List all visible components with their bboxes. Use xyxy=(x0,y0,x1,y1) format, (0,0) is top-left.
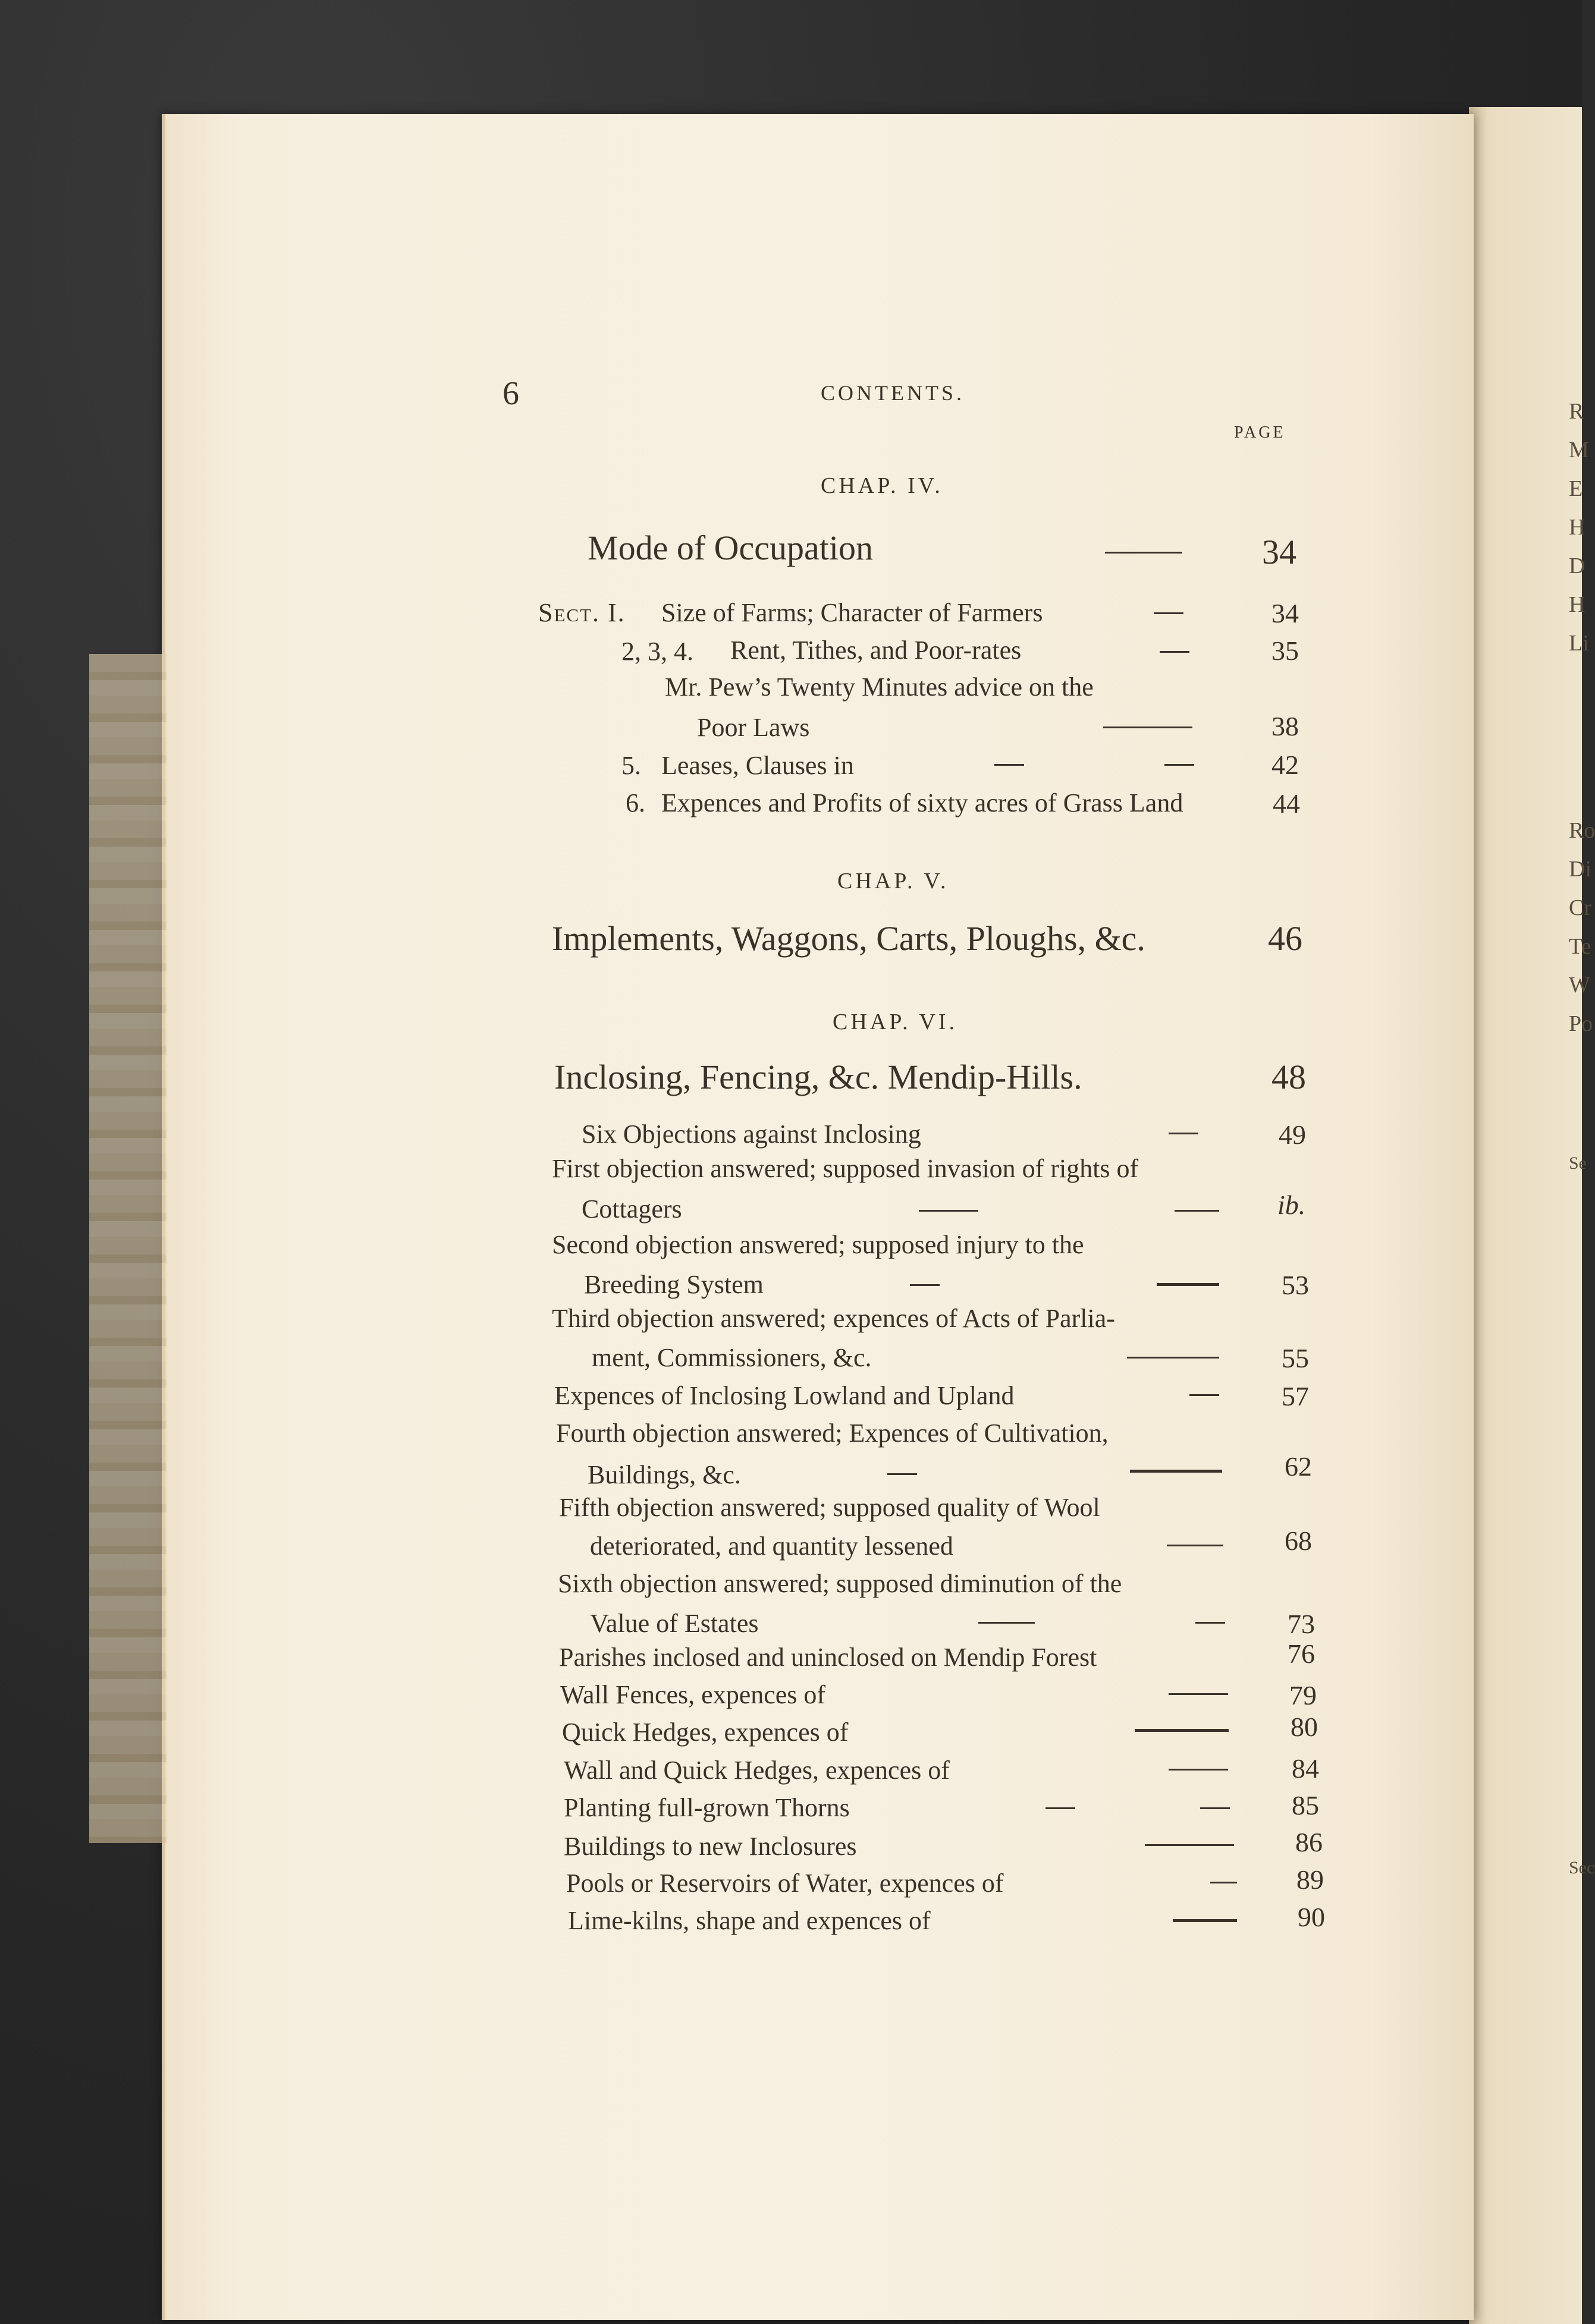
toc-entry-number: 5. xyxy=(621,751,641,780)
facing-page-fragment: Sec xyxy=(1569,1858,1595,1878)
chapter-title: Implements, Waggons, Carts, Ploughs, &c. xyxy=(552,919,1145,958)
leader-dash xyxy=(1164,764,1194,766)
chapter-heading: CHAP. VI. xyxy=(833,1010,958,1034)
toc-entry: Fourth objection answered; Expences of Cultivation, xyxy=(556,1419,1109,1448)
toc-entry: Second objection answered; supposed injury to the xyxy=(552,1230,1084,1259)
facing-page-fragment: Li xyxy=(1569,631,1589,656)
leader-dash xyxy=(1045,1807,1075,1809)
running-head: CONTENTS. xyxy=(821,381,965,405)
leader-dash xyxy=(1175,1210,1219,1212)
toc-page-ref: 34 xyxy=(1271,598,1299,628)
facing-page-fragment: Cr xyxy=(1569,895,1591,920)
page-edge-wear xyxy=(89,654,167,1843)
facing-page-fragment: Te xyxy=(1569,934,1591,959)
toc-page-ref: 38 xyxy=(1271,711,1299,741)
toc-page-ref: 89 xyxy=(1296,1864,1324,1895)
toc-page-ref: 76 xyxy=(1288,1639,1315,1669)
leader-dash xyxy=(1160,651,1189,653)
toc-page-ref: 55 xyxy=(1282,1343,1309,1373)
toc-entry-continued: Buildings, &c. xyxy=(588,1460,741,1489)
facing-page xyxy=(1469,107,1582,2324)
leader-dash xyxy=(1169,1693,1228,1695)
leader-dash xyxy=(1145,1844,1234,1846)
chapter-page-ref: 46 xyxy=(1268,919,1302,958)
toc-entry-number: 6. xyxy=(626,788,645,817)
toc-page-ref: ib. xyxy=(1277,1190,1306,1220)
toc-entry-continued: Breeding System xyxy=(584,1270,764,1299)
leader-dash xyxy=(1157,1283,1219,1286)
toc-page-ref: 85 xyxy=(1292,1790,1319,1820)
toc-entry: Lime-kilns, shape and expences of xyxy=(568,1906,931,1935)
facing-page-fragment: H xyxy=(1569,515,1585,540)
leader-dash xyxy=(1173,1919,1237,1922)
leader-dash xyxy=(1195,1622,1225,1624)
toc-entry: Leases, Clauses in xyxy=(661,751,854,780)
leader-dash xyxy=(1169,1769,1228,1770)
facing-page-fragment: Ro xyxy=(1569,818,1595,843)
facing-page-fragment: Di xyxy=(1569,857,1591,882)
chapter-page-ref: 34 xyxy=(1262,533,1296,571)
toc-page-ref: 79 xyxy=(1289,1680,1317,1710)
facing-page-fragment: H xyxy=(1569,592,1585,617)
leader-dash xyxy=(910,1284,940,1286)
toc-entry-continued: Cottagers xyxy=(582,1194,682,1224)
toc-page-ref: 73 xyxy=(1288,1609,1315,1639)
leader-dash xyxy=(1130,1470,1222,1473)
leader-dash xyxy=(1200,1807,1230,1809)
toc-page-ref: 57 xyxy=(1282,1381,1309,1411)
toc-entry-continued: deteriorated, and quantity lessened xyxy=(590,1531,953,1561)
toc-entry: Planting full-grown Thorns xyxy=(564,1793,850,1822)
facing-page-fragment: Se xyxy=(1569,1153,1587,1173)
toc-page-ref: 35 xyxy=(1271,636,1299,666)
leader-dash xyxy=(1103,727,1192,728)
chapter-title: Mode of Occupation xyxy=(588,529,873,567)
leader-dash xyxy=(887,1473,917,1475)
page-number: 6 xyxy=(503,375,519,412)
chapter-title: Inclosing, Fencing, &c. Mendip-Hills. xyxy=(554,1058,1082,1096)
toc-entry: Quick Hedges, expences of xyxy=(562,1718,849,1747)
leader-dash xyxy=(1135,1729,1229,1732)
toc-page-ref: 80 xyxy=(1291,1712,1318,1742)
leader-dash xyxy=(1210,1882,1237,1883)
toc-entry: First objection answered; supposed invasion of rights of xyxy=(552,1154,1139,1183)
section-label: Sect. I. xyxy=(538,598,626,627)
toc-entry: Parishes inclosed and uninclosed on Mendip Forest xyxy=(559,1643,1097,1672)
leader-dash xyxy=(1167,1545,1223,1546)
toc-page-ref: 42 xyxy=(1271,750,1299,780)
toc-entry: Sixth objection answered; supposed diminution of the xyxy=(558,1569,1122,1598)
toc-entry-continued: Value of Estates xyxy=(590,1609,759,1638)
toc-page-ref: 68 xyxy=(1285,1526,1312,1556)
toc-page-ref: 86 xyxy=(1295,1827,1323,1857)
toc-entry: Six Objections against Inclosing xyxy=(582,1119,921,1149)
toc-entry-continued: Poor Laws xyxy=(697,713,810,742)
facing-page-fragment: D xyxy=(1569,554,1585,578)
toc-entry: Expences of Inclosing Lowland and Upland xyxy=(554,1381,1015,1410)
toc-entry: Buildings to new Inclosures xyxy=(564,1832,857,1861)
toc-entry: Expences and Profits of sixty acres of Grass Land xyxy=(661,788,1183,817)
chapter-page-ref: 48 xyxy=(1271,1058,1306,1096)
leader-dash xyxy=(1154,612,1183,614)
facing-page-fragment: Po xyxy=(1569,1011,1593,1036)
toc-entry: Size of Farms; Character of Farmers xyxy=(661,598,1043,627)
toc-entry: Wall and Quick Hedges, expences of xyxy=(564,1756,950,1785)
facing-page-fragment: E xyxy=(1569,476,1583,501)
leader-dash xyxy=(1105,552,1182,554)
toc-page-ref: 53 xyxy=(1282,1270,1309,1300)
toc-entry: Mr. Pew’s Twenty Minutes advice on the xyxy=(665,672,1094,702)
toc-entry: Pools or Reservoirs of Water, expences of xyxy=(566,1869,1004,1898)
toc-entry: Rent, Tithes, and Poor-rates xyxy=(730,636,1022,665)
chapter-heading: CHAP. V. xyxy=(837,869,949,894)
toc-entry: Third objection answered; expences of Acts of Parlia- xyxy=(552,1304,1115,1333)
facing-page-fragment: W xyxy=(1569,973,1590,998)
toc-page-ref: 44 xyxy=(1273,788,1300,819)
leader-dash xyxy=(994,764,1024,766)
page-column-label: PAGE xyxy=(1234,423,1286,442)
chapter-heading: CHAP. IV. xyxy=(821,473,943,498)
toc-page-ref: 49 xyxy=(1279,1119,1306,1150)
toc-entry: Wall Fences, expences of xyxy=(560,1680,826,1709)
toc-entry-continued: ment, Commissioners, &c. xyxy=(592,1343,872,1372)
toc-entry: Fifth objection answered; supposed quality of Wool xyxy=(559,1493,1100,1522)
leader-dash xyxy=(1189,1394,1219,1396)
toc-page-ref: 84 xyxy=(1292,1753,1319,1784)
leader-dash xyxy=(1127,1357,1219,1358)
facing-page-fragment: R xyxy=(1569,399,1584,424)
facing-page-fragment: M xyxy=(1569,438,1589,463)
toc-entry-number: 2, 3, 4. xyxy=(621,637,693,666)
toc-page-ref: 62 xyxy=(1285,1451,1312,1482)
leader-dash xyxy=(978,1622,1035,1624)
leader-dash xyxy=(919,1210,978,1212)
leader-dash xyxy=(1169,1133,1198,1134)
toc-page-ref: 90 xyxy=(1298,1902,1325,1932)
